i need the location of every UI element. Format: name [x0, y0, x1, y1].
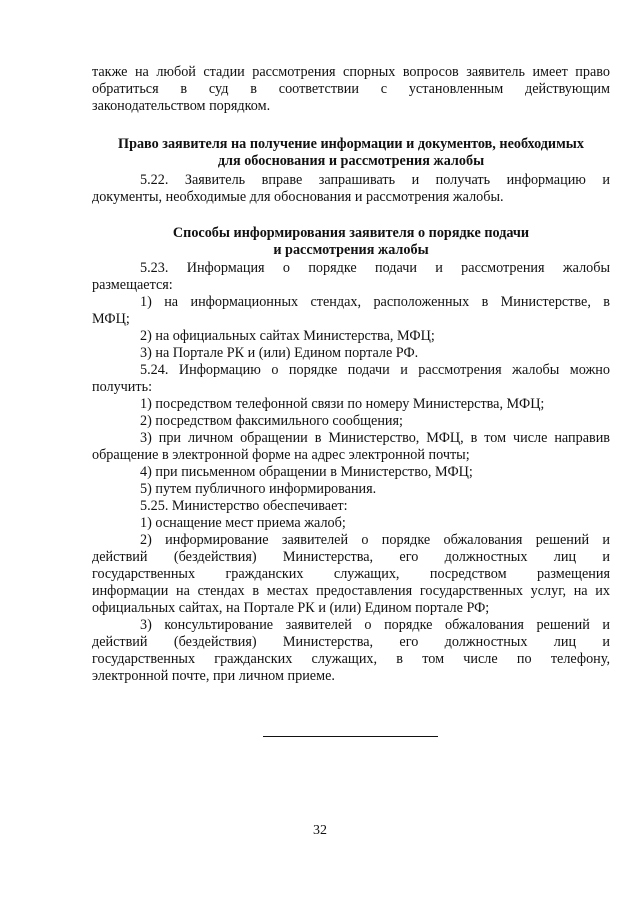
list-item-5-25-2-line-2: действий (бездействия) Министерства, его должностных лиц и [92, 549, 610, 565]
list-item-5-24-4: 4) при письменном обращении в Министерство, МФЦ; [140, 464, 473, 480]
list-item-5-25-3-line-3: государственных гражданских служащих, в том числе по телефону, [92, 651, 610, 667]
list-item-5-24-5: 5) путем публичного информирования. [140, 481, 377, 497]
paragraph-5-23-line-1: 5.23. Информация о порядке подачи и рассмотрения жалобы [140, 260, 610, 276]
intro-line-2: обратиться в суд в соответствии с установленным действующим [92, 81, 610, 97]
list-item-5-24-3-line-2: обращение в электронной форме на адрес электронной почты; [92, 447, 470, 463]
paragraph-5-25-line-1: 5.25. Министерство обеспечивает: [140, 498, 348, 514]
paragraph-5-24-line-2: получить: [92, 379, 153, 395]
section-heading-informing-line-2: и рассмотрения жалобы [273, 242, 429, 258]
list-item-5-25-2-line-3: государственных гражданских служащих, посредством размещения [92, 566, 610, 582]
paragraph-5-24-line-1: 5.24. Информацию о порядке подачи и рассмотрения жалобы можно [140, 362, 610, 378]
list-item-5-25-1: 1) оснащение мест приема жалоб; [140, 515, 346, 531]
list-item-5-24-1: 1) посредством телефонной связи по номеру Министерства, МФЦ; [140, 396, 545, 412]
section-heading-informing-line-1: Способы информирования заявителя о порядке подачи [172, 225, 530, 241]
section-heading-rights-line-2: для обоснования и рассмотрения жалобы [217, 153, 485, 169]
list-item-5-25-2-line-1: 2) информирование заявителей о порядке обжалования решений и [140, 532, 610, 548]
intro-line-3: законодательством порядком. [92, 98, 271, 114]
list-item-5-23-2: 2) на официальных сайтах Министерства, МФЦ; [140, 328, 435, 344]
list-item-5-23-1-line-2: МФЦ; [92, 311, 130, 327]
paragraph-5-22-line-1: 5.22. Заявитель вправе запрашивать и получать информацию и [140, 172, 610, 188]
list-item-5-25-2-line-4: информации на стендах в местах предоставления государственных услуг, на их [92, 583, 610, 599]
page-number: 32 [313, 823, 327, 838]
list-item-5-25-2-line-5: официальных сайтах, на Портале РК и (или) Едином портале РФ; [92, 600, 490, 616]
section-heading-rights-line-1: Право заявителя на получение информации и документов, необходимых [118, 136, 584, 152]
list-item-5-24-3-line-1: 3) при личном обращении в Министерство, МФЦ, в том числе направив [140, 430, 610, 446]
list-item-5-25-3-line-1: 3) консультирование заявителей о порядке обжалования решений и [140, 617, 610, 633]
paragraph-5-22-line-2: документы, необходимые для обоснования и рассмотрения жалобы. [92, 189, 504, 205]
list-item-5-25-3-line-2: действий (бездействия) Министерства, его должностных лиц и [92, 634, 610, 650]
list-item-5-23-1-line-1: 1) на информационных стендах, расположенных в Министерстве, в [140, 294, 610, 310]
list-item-5-25-3-line-4: электронной почте, при личном приеме. [92, 668, 335, 684]
list-item-5-24-2: 2) посредством факсимильного сообщения; [140, 413, 403, 429]
paragraph-5-23-line-2: размещается: [92, 277, 173, 293]
intro-line-1: также на любой стадии рассмотрения спорных вопросов заявитель имеет право [92, 64, 610, 80]
list-item-5-23-3: 3) на Портале РК и (или) Едином портале РФ. [140, 345, 419, 361]
end-divider-line [263, 736, 438, 737]
